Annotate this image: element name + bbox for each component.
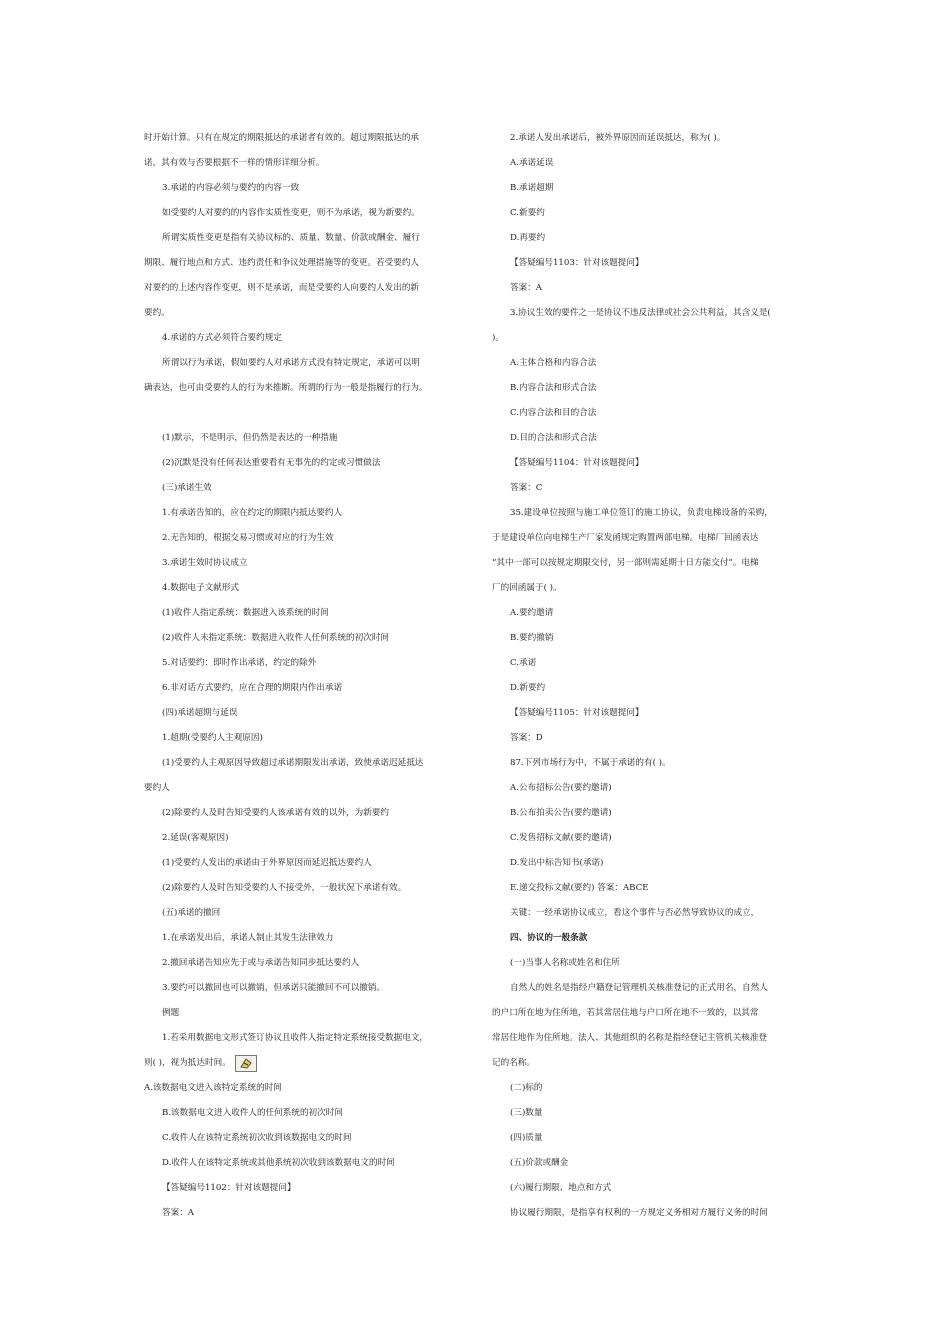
text-line: [492, 526, 806, 551]
line-text: 【答疑编号1104：针对该题提问】: [510, 458, 644, 468]
line-text: 3.协议生效的要件之一是协议不违反法律或社会公共利益，其含义是(: [510, 308, 771, 318]
text-line: [144, 951, 464, 976]
text-line: [144, 201, 464, 226]
text-line: [492, 751, 806, 776]
text-line: [492, 301, 806, 326]
text-line: [144, 1151, 464, 1176]
text-line: [144, 176, 464, 201]
text-line: [144, 326, 464, 351]
text-line: [144, 701, 464, 726]
line-text: 3.要约可以撤回也可以撤销，但承诺只能撤回不可以撤销。: [162, 983, 386, 993]
text-line: [492, 226, 806, 251]
text-line: [492, 276, 806, 301]
text-line: [492, 326, 806, 351]
line-text: 3.承诺生效时协议成立: [162, 558, 248, 568]
line-text: (1)受要约人主观原因导致超过承诺期限发出承诺，致使承诺迟延抵达: [162, 758, 424, 768]
line-text: 确表达，也可由受要约人的行为来推断。所谓的行为一般是指履行的行为。: [144, 383, 428, 393]
line-text: 如受要约人对要约的内容作实质性变更，则不为承诺，视为新要约。: [162, 208, 420, 218]
text-line: [144, 401, 464, 426]
left-column: [144, 126, 464, 1226]
line-text: 1.在承诺发出后，承诺人制止其发生法律效力: [162, 933, 334, 943]
text-line: [144, 226, 464, 251]
line-text: 4.数据电子文献形式: [162, 583, 239, 593]
text-line: [492, 476, 806, 501]
line-text: (2)除要约人及时告知受要约人该承诺有效的以外，为新要约: [162, 808, 390, 818]
text-line: [492, 651, 806, 676]
line-text: A.承诺延误: [510, 158, 554, 168]
line-text: (2)沉默是没有任何表达重要看有无事先的约定或习惯做法: [162, 458, 381, 468]
text-line: [144, 251, 464, 276]
text-line: [492, 1026, 806, 1051]
line-text: D.目的合法和形式合法: [510, 433, 597, 443]
text-line: [492, 626, 806, 651]
line-text: 3.承诺的内容必须与要约的内容一致: [162, 183, 300, 193]
text-line: [144, 651, 464, 676]
line-text: D.新要约: [510, 683, 546, 693]
text-line: [144, 1001, 464, 1026]
line-text: 2.无告知的，根据交易习惯或对应的行为生效: [162, 533, 334, 543]
text-line: [144, 501, 464, 526]
text-line: [492, 376, 806, 401]
text-line: [144, 151, 464, 176]
line-text: 所谓实质性变更是指有关协议标的、质量、数量、价款或酬金、履行: [162, 233, 420, 243]
line-text: 所谓以行为承诺，假如要约人对承诺方式没有特定规定，承诺可以明: [162, 358, 420, 368]
line-text: (三)数量: [510, 1108, 543, 1118]
text-line: [492, 176, 806, 201]
line-text: 要约。: [144, 308, 170, 318]
text-line: [144, 626, 464, 651]
text-line: [492, 901, 806, 926]
text-line: [492, 426, 806, 451]
text-line: [144, 276, 464, 301]
line-text: (四)承诺超期与延误: [162, 708, 238, 718]
text-line: [492, 726, 806, 751]
text-line: [492, 451, 806, 476]
line-text: 【答疑编号1102：针对该题提问】: [162, 1183, 296, 1193]
line-text: C.收件人在该特定系统初次收到该数据电文的时间: [162, 1133, 352, 1143]
text-line: [144, 601, 464, 626]
line-text: (五)承诺的撤回: [162, 908, 221, 918]
text-line: [492, 401, 806, 426]
line-text: 于是建设单位向电梯生产厂家发函规定购置两部电梯。电梯厂回函表达: [492, 533, 759, 543]
line-text: C.承诺: [510, 658, 537, 668]
text-line: [492, 576, 806, 601]
text-line: [144, 476, 464, 501]
line-text: C.新要约: [510, 208, 545, 218]
text-line: [144, 1101, 464, 1126]
line-text: 2.承诺人发出承诺后，被外界原因而延误抵达，称为( )。: [510, 133, 726, 143]
line-text: 诺，其有效与否要根据不一样的情形详细分析。: [144, 158, 325, 168]
text-line: [144, 1051, 464, 1076]
text-line: [492, 776, 806, 801]
line-text: 要约人: [144, 783, 170, 793]
line-text: (1)默示，不是明示，但仍然是表达的一种措施: [162, 433, 338, 443]
line-text: A.主体合格和内容合法: [510, 358, 597, 368]
line-text: D.发出中标告知书(承诺): [510, 858, 604, 868]
line-text: 【答疑编号1105：针对该题提问】: [510, 708, 644, 718]
text-line: [492, 251, 806, 276]
text-line: [144, 451, 464, 476]
line-text: A.要约邀请: [510, 608, 554, 618]
text-line: [492, 351, 806, 376]
line-text: 自然人的姓名是指经户籍登记管理机关核准登记的正式用名，自然人: [510, 983, 768, 993]
line-text: 答案：A: [162, 1208, 194, 1218]
line-text: (五)价款或酬金: [510, 1158, 569, 1168]
line-text: (2)除要约人及时告知受要约人不接受外，一般状况下承诺有效。: [162, 883, 407, 893]
text-line: [492, 876, 806, 901]
line-text: 则( )，视为抵达时间。: [144, 1058, 231, 1068]
line-text: 时开始计算。只有在规定的期限抵达的承诺者有效的。超过期限抵达的承: [144, 133, 420, 143]
line-text: 【答疑编号1103：针对该题提问】: [510, 258, 644, 268]
text-line: [144, 876, 464, 901]
line-text: 厂的回函属于( )。: [492, 583, 562, 593]
line-text: C.发售招标文献(要约邀请): [510, 833, 612, 843]
line-text: A.该数据电文进入该特定系统的时间: [144, 1083, 282, 1093]
line-text: 四、协议的一般条款: [510, 933, 588, 943]
line-text: (1)收件人指定系统：数据进入该系统的时间: [162, 608, 329, 618]
text-line: [144, 851, 464, 876]
text-line: [144, 1076, 464, 1101]
line-text: 2.延误(客观原因): [162, 833, 229, 843]
text-line: [492, 601, 806, 626]
line-text: (四)质量: [510, 1133, 543, 1143]
right-column: [492, 126, 806, 1226]
text-line: [144, 976, 464, 1001]
line-text: (2)收件人未指定系统：数据进入收件人任何系统的初次时间: [162, 633, 390, 643]
line-text: 5.对话要约：即时作出承诺，约定的除外: [162, 658, 317, 668]
text-line: [144, 926, 464, 951]
text-line: [144, 126, 464, 151]
text-line: [492, 1001, 806, 1026]
question-icon[interactable]: [235, 1055, 257, 1072]
text-line: [144, 751, 464, 776]
line-text: D.收件人在该特定系统或其他系统初次收到该数据电文的时间: [162, 1158, 395, 1168]
line-text: 答案：A: [510, 283, 542, 293]
text-line: [492, 851, 806, 876]
text-line: [492, 1201, 806, 1226]
text-line: [492, 551, 806, 576]
text-line: [492, 1076, 806, 1101]
line-text: C.内容合法和目的合法: [510, 408, 597, 418]
text-line: [492, 1176, 806, 1201]
text-line: [492, 951, 806, 976]
line-text: 对要约的上述内容作变更，则不是承诺，而是受要约人向要约人发出的新: [144, 283, 420, 293]
text-line: [492, 126, 806, 151]
line-text: 4.承诺的方式必须符合要约规定: [162, 333, 282, 343]
text-line: [492, 1051, 806, 1076]
line-text: 答案：D: [510, 733, 543, 743]
line-text: D.再要约: [510, 233, 546, 243]
line-text: 87.下列市场行为中，不属于承诺的有( )。: [510, 758, 671, 768]
text-line: [144, 776, 464, 801]
line-text: 关键：一经承诺协议成立，看这个事件与否必然导致协议的成立，: [510, 908, 760, 918]
line-text: 35.建设单位按照与施工单位签订的施工协议，负责电梯设备的采购，: [510, 508, 773, 518]
line-text: B.公布拍卖公告(要约邀请): [510, 808, 612, 818]
line-text: 6.非对话方式要约，应在合理的期限内作出承诺: [162, 683, 343, 693]
line-text: 常居住地作为住所地。法人、其他组织的名称是指经登记主管机关核准登: [492, 1033, 768, 1043]
line-text: A.公布招标公告(要约邀请): [510, 783, 612, 793]
line-text: 2.撤回承诺告知应先于或与承诺告知同步抵达要约人: [162, 958, 360, 968]
line-text: “其中一部可以按规定期限交付，另一部则需延期十日方能交付”。电梯: [492, 558, 759, 568]
line-text: (三)承诺生效: [162, 483, 212, 493]
text-line: [144, 1126, 464, 1151]
text-line: [144, 676, 464, 701]
text-line: [492, 801, 806, 826]
line-text: 例题: [162, 1008, 180, 1018]
line-text: E.递交投标文献(要约) 答案：ABCE: [510, 883, 649, 893]
line-text: 期限、履行地点和方式、违约责任和争议处理措施等的变更。若受要约人: [144, 258, 420, 268]
line-text: 1.若采用数据电文形式签订协议且收件人指定特定系统接受数据电文，: [162, 1033, 429, 1043]
text-line: [144, 826, 464, 851]
line-text: 协议履行期限，是指享有权利的一方规定义务相对方履行义务的时间: [510, 1208, 768, 1218]
line-text: 1.超期(受要约人主观原因): [162, 733, 263, 743]
line-text: (1)受要约人发出的承诺由于外界原因而延迟抵达要约人: [162, 858, 372, 868]
text-line: [492, 976, 806, 1001]
text-line: [492, 201, 806, 226]
text-line: [144, 726, 464, 751]
line-text: 的户口所在地为住所地，若其常居住地与户口所在地不一致的，以其常: [492, 1008, 759, 1018]
text-line: [144, 376, 464, 401]
text-line: [492, 1151, 806, 1176]
text-line: [492, 676, 806, 701]
text-line: [492, 151, 806, 176]
line-text: B.该数据电文进入收件人的任何系统的初次时间: [162, 1108, 343, 1118]
text-line: [144, 801, 464, 826]
text-line: [492, 926, 806, 951]
line-text: )。: [492, 333, 504, 343]
line-text: 答案：C: [510, 483, 543, 493]
line-text: 记的名称。: [492, 1058, 535, 1068]
text-line: [144, 901, 464, 926]
line-text: (二)标的: [510, 1083, 543, 1093]
text-line: [144, 551, 464, 576]
text-line: [144, 526, 464, 551]
text-line: [144, 1201, 464, 1226]
text-line: [144, 301, 464, 326]
text-line: [144, 351, 464, 376]
line-text: 1.有承诺告知的，应在约定的期限内抵达要约人: [162, 508, 343, 518]
line-text: B.要约撤销: [510, 633, 554, 643]
text-line: [492, 701, 806, 726]
text-line: [144, 426, 464, 451]
text-line: [144, 576, 464, 601]
text-line: [492, 501, 806, 526]
line-text: (六)履行期限、地点和方式: [510, 1183, 612, 1193]
text-line: [492, 1101, 806, 1126]
text-line: [144, 1026, 464, 1051]
text-line: [492, 826, 806, 851]
text-line: [144, 1176, 464, 1201]
line-text: B.承诺超期: [510, 183, 554, 193]
text-line: [492, 1126, 806, 1151]
line-text: B.内容合法和形式合法: [510, 383, 597, 393]
line-text: (一)当事人名称或姓名和住所: [510, 958, 620, 968]
